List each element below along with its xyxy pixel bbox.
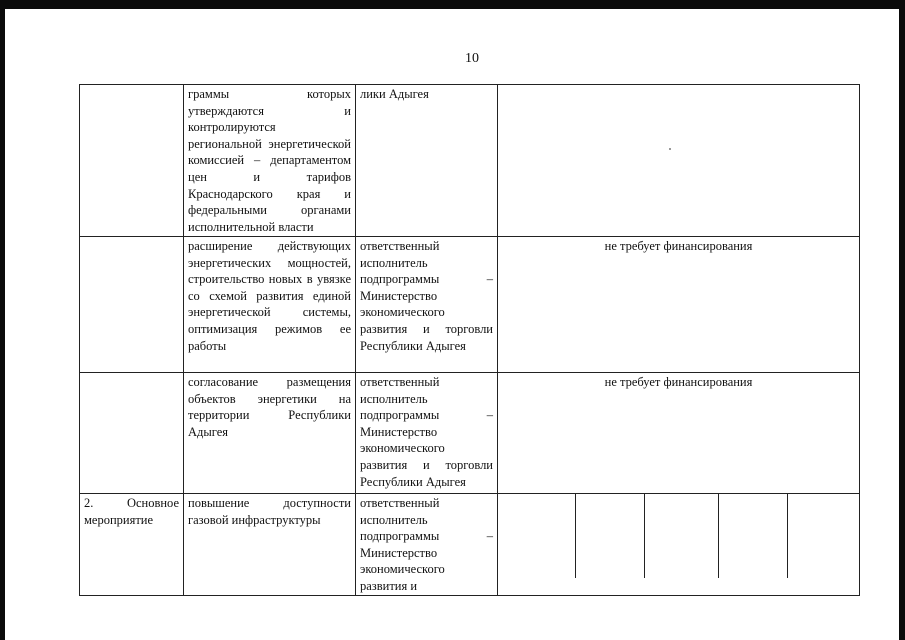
scan-border-left — [0, 0, 5, 640]
activity-number-cell — [80, 237, 184, 373]
scan-border-right — [899, 0, 905, 640]
activity-description-cell: повышение доступности газовой инфраструктуры — [184, 494, 356, 596]
responsible-executor-cell: ответственный исполнитель подпрограммы – Министерство экономического развития и — [356, 494, 498, 596]
activity-number-cell — [80, 373, 184, 494]
responsible-executor-cell: ответственный исполнитель подпрограммы – Министерство экономического развития и торговли Республики Адыгея — [356, 237, 498, 373]
scan-speck — [669, 148, 671, 150]
funding-years-cell — [498, 494, 860, 596]
funding-year-cell — [644, 494, 718, 578]
activity-description-cell: граммы которых утверждаются и контролируются региональной энергетической комиссией – департаментом цен и тарифов Краснодарского края и федеральными органами исполнительной власти — [184, 85, 356, 237]
funding-years-grid — [498, 494, 859, 595]
responsible-executor-cell: лики Адыгея — [356, 85, 498, 237]
table-row — [80, 373, 860, 494]
page-number: 10 — [465, 51, 479, 66]
funding-cell — [498, 85, 860, 237]
program-activities-table — [79, 84, 860, 596]
table-row — [80, 85, 860, 237]
funding-year-cell — [575, 494, 643, 578]
scan-border-top — [0, 0, 905, 9]
funding-year-cell — [718, 494, 786, 578]
activity-description-cell: расширение действующих энергетических мощностей, строительство новых в увязке со схемой развития единой энергетической системы, оптимизация режимов ее работы — [184, 237, 356, 373]
funding-cell: не требует финансирования — [498, 373, 860, 494]
activity-number-cell: 2. Основное мероприятие — [80, 494, 184, 596]
activity-description-cell: согласование размещения объектов энергетики на территории Республики Адыгея — [184, 373, 356, 494]
activity-number-cell — [80, 85, 184, 237]
table-row — [80, 237, 860, 373]
table-row — [80, 494, 860, 596]
funding-cell: не требует финансирования — [498, 237, 860, 373]
responsible-executor-cell: ответственный исполнитель подпрограммы – Министерство экономического развития и торговли Республики Адыгея — [356, 373, 498, 494]
funding-year-cell — [787, 494, 859, 578]
funding-year-cell — [498, 494, 575, 578]
